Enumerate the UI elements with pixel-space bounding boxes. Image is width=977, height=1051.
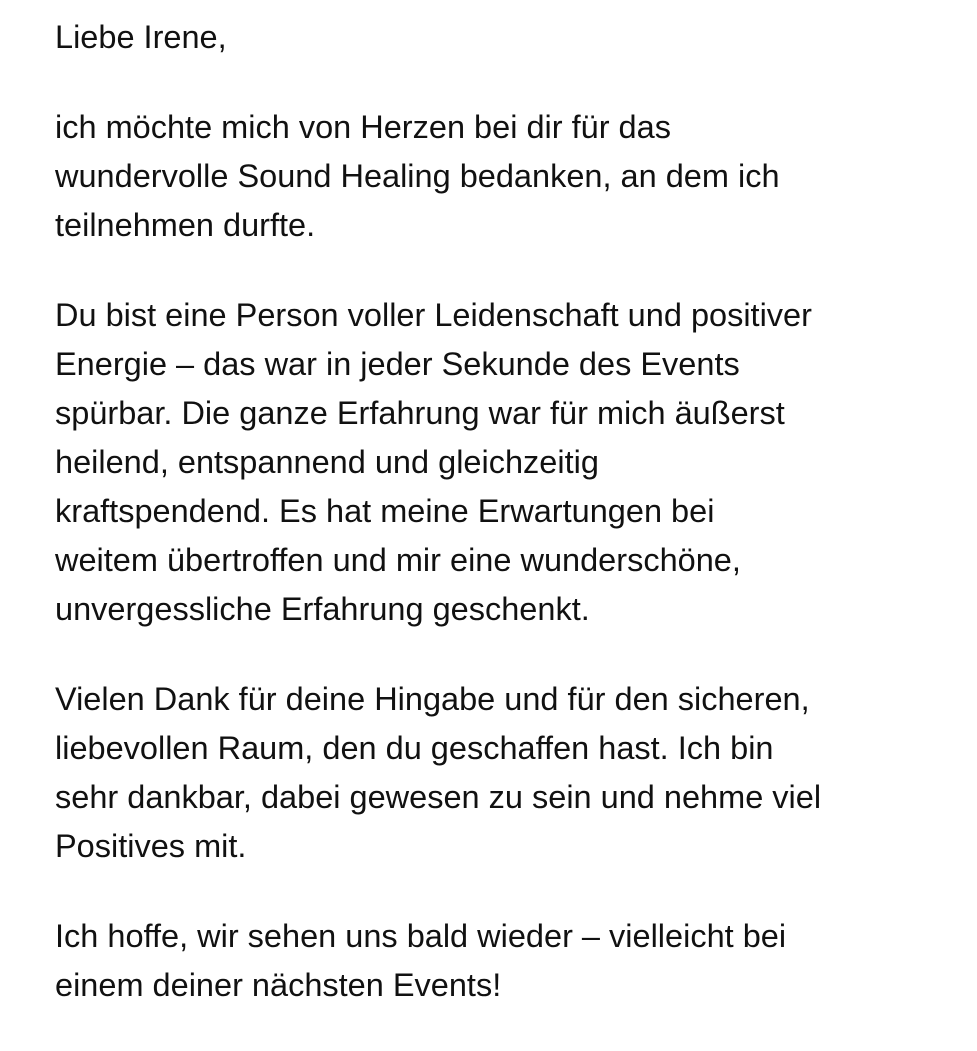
paragraph-line: unvergessliche Erfahrung geschenkt. xyxy=(55,591,590,627)
paragraph-line: Energie – das war in jeder Sekunde des Events xyxy=(55,346,740,382)
greeting-line: Liebe Irene, xyxy=(55,19,227,55)
paragraph-line: wundervolle Sound Healing bedanken, an dem ich xyxy=(55,158,780,194)
paragraph-line: heilend, entspannend und gleichzeitig xyxy=(55,444,599,480)
paragraph-line: einem deiner nächsten Events! xyxy=(55,967,502,1003)
thank-you-letter xyxy=(55,13,960,1051)
paragraph-4 xyxy=(55,912,960,1010)
paragraph-1 xyxy=(55,103,960,250)
paragraph-line: liebevollen Raum, den du geschaffen hast. Ich bin xyxy=(55,730,774,766)
paragraph-line: kraftspendend. Es hat meine Erwartungen bei xyxy=(55,493,715,529)
paragraph-line: ich möchte mich von Herzen bei dir für das xyxy=(55,109,671,145)
paragraph-line: teilnehmen durfte. xyxy=(55,207,316,243)
paragraph-line: weitem übertroffen und mir eine wunderschöne, xyxy=(55,542,741,578)
greeting xyxy=(55,13,960,62)
paragraph-line: Du bist eine Person voller Leidenschaft und positiver xyxy=(55,297,812,333)
paragraph-line: sehr dankbar, dabei gewesen zu sein und nehme viel xyxy=(55,779,822,815)
paragraph-2 xyxy=(55,291,960,634)
paragraph-line: Vielen Dank für deine Hingabe und für den sicheren, xyxy=(55,681,810,717)
paragraph-line: spürbar. Die ganze Erfahrung war für mich äußerst xyxy=(55,395,785,431)
paragraph-3 xyxy=(55,675,960,871)
paragraph-line: Positives mit. xyxy=(55,828,247,864)
paragraph-line: Ich hoffe, wir sehen uns bald wieder – vielleicht bei xyxy=(55,918,787,954)
